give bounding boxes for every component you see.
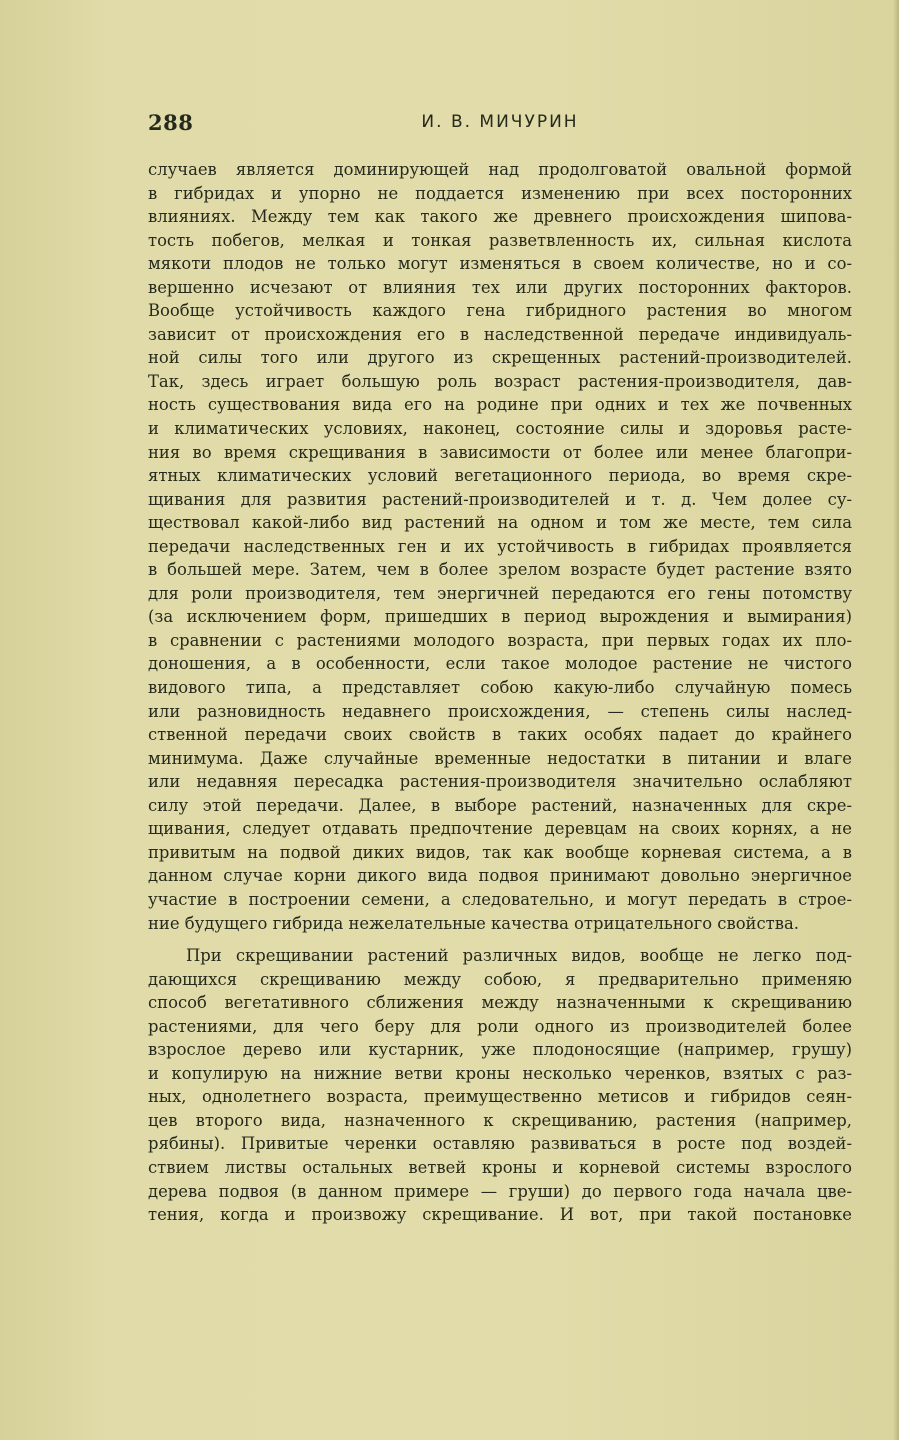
text-line: в большей мере. Затем, чем в более зрелом возрасте будет растение взято: [148, 560, 852, 580]
paragraph: [148, 944, 852, 1227]
text-line: ной силы того или другого из скрещенных растений-производителей.: [148, 348, 852, 368]
text-line: для роли производителя, тем энергичней передаются его гены потомству: [148, 583, 852, 603]
text-line: ность существования вида его на родине при одних и тех же почвенных: [148, 395, 852, 415]
text-line: в сравнении с растениями молодого возраста, при первых годах их пло-: [148, 630, 852, 650]
text-line: (за исключением форм, пришедших в период вырождения и вымирания): [148, 607, 852, 627]
text-line: вершенно исчезают от влияния тех или других посторонних факторов.: [148, 277, 852, 297]
text-line: взрослое дерево или кустарник, уже плодоносящие (например, грушу): [148, 1040, 852, 1060]
text-line: и копулирую на нижние ветви кроны несколько черенков, взятых с раз-: [148, 1063, 852, 1083]
text-line: зависит от происхождения его в наследственной передаче индивидуаль-: [148, 324, 852, 344]
text-line: привитым на подвой диких видов, так как вообще корневая система, а в: [148, 842, 852, 862]
text-line: ние будущего гибрида нежелательные качества отрицательного свойства.: [148, 913, 799, 933]
text-line: ных, однолетнего возраста, преимущественно метисов и гибридов сеян-: [148, 1087, 852, 1107]
text-line: растениями, для чего беру для роли одного из производителей более: [148, 1016, 852, 1036]
page-number: 288: [148, 110, 194, 135]
text-line: влияниях. Между тем как такого же древнего происхождения шипова-: [148, 207, 852, 227]
text-line: данном случае корни дикого вида подвоя принимают довольно энергичное: [148, 866, 852, 886]
text-line: ствием листвы остальных ветвей кроны и корневой системы взрослого: [148, 1157, 852, 1177]
text-line: или недавняя пересадка растения-производителя значительно ослабляют: [148, 772, 852, 792]
body-text: [148, 158, 852, 1227]
text-line: щивания для развития растений-производителей и т. д. Чем долее су-: [148, 489, 852, 509]
text-line: дающихся скрещиванию между собою, я предварительно применяю: [148, 969, 852, 989]
text-line: тения, когда и произвожу скрещивание. И вот, при такой постановке: [148, 1205, 852, 1225]
text-line: силу этой передачи. Далее, в выборе растений, назначенных для скре-: [148, 795, 852, 815]
text-line: щивания, следует отдавать предпочтение деревцам на своих корнях, а не: [148, 819, 852, 839]
running-head: И. В. МИЧУРИН: [421, 112, 579, 132]
text-line: цев второго вида, назначенного к скрещиванию, растения (например,: [148, 1110, 852, 1130]
text-line: рябины). Привитые черенки оставляю развиваться в росте под воздей-: [148, 1134, 852, 1154]
text-line: ственной передачи своих свойств в таких особях падает до крайнего: [148, 725, 852, 745]
text-line: тость побегов, мелкая и тонкая разветвленность их, сильная кислота: [148, 230, 852, 250]
text-line: мякоти плодов не только могут изменяться в своем количестве, но и со-: [148, 254, 852, 274]
text-line: ятных климатических условий вегетационного периода, во время скре-: [148, 466, 852, 486]
text-line: видового типа, а представляет собою какую-либо случайную помесь: [148, 678, 852, 698]
text-line: или разновидность недавнего происхождения, — степень силы наслед-: [148, 701, 852, 721]
text-line: случаев является доминирующей над продолговатой овальной формой: [148, 160, 852, 179]
text-line: передачи наследственных ген и их устойчивость в гибридах проявляется: [148, 536, 852, 556]
text-line: ния во время скрещивания в зависимости от более или менее благопри-: [148, 442, 852, 462]
page-header: [148, 110, 852, 140]
text-line: ществовал какой-либо вид растений на одном и том же месте, тем сила: [148, 513, 852, 533]
text-line: дерева подвоя (в данном примере — груши) до первого года начала цве-: [148, 1181, 852, 1201]
text-line: участие в построении семени, а следовательно, и могут передать в строе-: [148, 889, 852, 909]
text-line: и климатических условиях, наконец, состояние силы и здоровья расте-: [148, 419, 852, 439]
text-line: Вообще устойчивость каждого гена гибридного растения во многом: [148, 301, 852, 321]
text-line: При скрещивании растений различных видов, вообще не легко под-: [186, 946, 852, 966]
paragraph: [148, 158, 852, 935]
paragraph-gap: [148, 935, 852, 944]
text-line: в гибридах и упорно не поддается изменению при всех посторонних: [148, 183, 852, 203]
text-line: способ вегетативного сближения между назначенными к скрещиванию: [148, 993, 852, 1013]
text-line: минимума. Даже случайные временные недостатки в питании и влаге: [148, 748, 852, 768]
text-line: доношения, а в особенности, если такое молодое растение не чистого: [148, 654, 852, 674]
text-line: Так, здесь играет большую роль возраст растения-производителя, дав-: [148, 371, 852, 391]
